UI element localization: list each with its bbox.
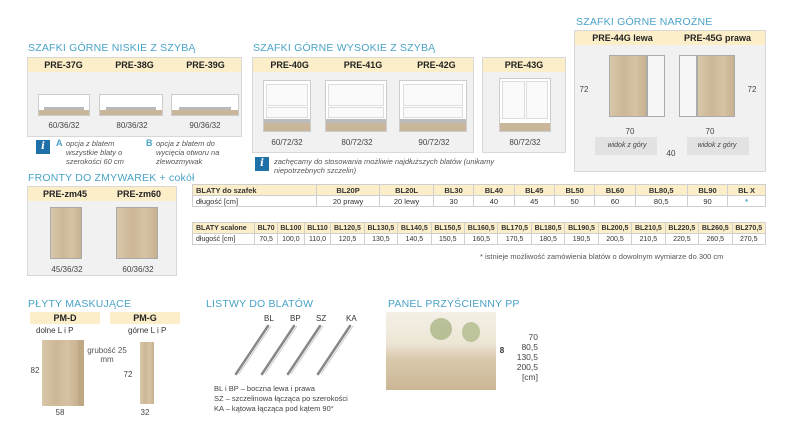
table-cell: 210,5 (632, 234, 665, 245)
table-header-cell: BL200,5 (598, 223, 631, 234)
width-label: 70 (625, 127, 635, 136)
panel-niskie (27, 57, 242, 137)
panel-narozne (574, 30, 766, 172)
table-cell: 200,5 (598, 234, 631, 245)
height-label: 82 (30, 366, 40, 375)
table-cell: 30 (433, 196, 473, 207)
table-header-cell: BL270,5 (732, 223, 766, 234)
table-header-cell: BL170,5 (498, 223, 531, 234)
masking-panel-image (140, 342, 154, 404)
cabinet-image (399, 80, 467, 132)
top-view-label: widok z góry (607, 142, 647, 149)
info-icon: i (36, 140, 50, 154)
masking-panel-edge (78, 340, 84, 406)
table-header-cell: BL100 (277, 223, 304, 234)
table-header-cell: BL110 (304, 223, 330, 234)
table-cell: 45 (514, 196, 554, 207)
subtitle-pm-g: górne L i P (128, 326, 167, 335)
table-header-cell: BL180,5 (531, 223, 564, 234)
section-title-niskie: SZAFKI GÓRNE NISKIE Z SZYBĄ (28, 42, 196, 54)
model-label: PRE-37G (44, 60, 83, 70)
table-header-cell: BL X (728, 185, 766, 196)
width-label: 58 (55, 408, 65, 417)
corner-cabinet-image (609, 55, 647, 117)
dimension-label: 90/36/32 (189, 121, 221, 130)
thickness-label: 8 (499, 346, 505, 355)
listwa-label: SZ (316, 314, 327, 323)
header-pre43 (483, 58, 565, 72)
table-header-cell: BL140,5 (398, 223, 431, 234)
listwy-drawing (230, 322, 370, 380)
model-label: PRE-42G (417, 60, 456, 70)
table-header-cell: BL40 (474, 185, 514, 196)
height-label: 72 (747, 85, 757, 94)
cabinet-image (99, 94, 163, 116)
dimension-label: 60/36/32 (48, 121, 80, 130)
plant-icon (462, 322, 480, 342)
length-value: 70 (528, 332, 538, 342)
table-header-cell: BL160,5 (465, 223, 498, 234)
dimension-label: 80/72/32 (509, 138, 541, 147)
table-row (193, 234, 766, 245)
model-label: PRE-43G (504, 60, 544, 70)
legend-item: BL i BP – boczna lewa i prawa (214, 384, 315, 393)
model-label: PRE-45G prawa (683, 33, 752, 43)
model-label: PM-G (133, 313, 157, 323)
corner-cabinet-side (679, 55, 697, 117)
blaty-szafek-table (192, 184, 766, 207)
info-icon: i (255, 157, 269, 171)
table-cell: 260,5 (699, 234, 732, 245)
wall-panel-image (386, 312, 496, 390)
legend-item: KA – kątowa łącząca pod kątem 90° (214, 404, 334, 413)
table-row-label: długość [cm] (193, 234, 255, 245)
listwa-label: KA (346, 314, 357, 323)
table-header-cell: BL260,5 (699, 223, 732, 234)
table-cell: 50 (554, 196, 594, 207)
model-label: PRE-41G (343, 60, 383, 70)
header-wysokie (253, 58, 473, 72)
section-title-panel: PANEL PRZYŚCIENNY PP (388, 298, 520, 310)
table-header-cell: BL190,5 (565, 223, 598, 234)
header-niskie (28, 58, 241, 72)
table-header-cell: BL220,5 (665, 223, 698, 234)
model-label: PRE-40G (270, 60, 309, 70)
table-cell: 100,0 (277, 234, 304, 245)
dimension-label: 90/72/32 (418, 138, 450, 147)
table-cell: 160,5 (465, 234, 498, 245)
table-cell: 20 lewy (380, 196, 434, 207)
table-cell: 140,5 (398, 234, 431, 245)
table-row-label: BLATY do szafek (193, 185, 317, 196)
table-header-cell: BL120,5 (331, 223, 364, 234)
width-label: 70 (705, 127, 715, 136)
model-label: PRE-44G lewa (592, 33, 653, 43)
legend-item: SZ – szczelinowa łącząca po szerokości (214, 394, 348, 403)
panel-lengths (510, 332, 538, 382)
corner-cabinet-side (647, 55, 665, 117)
table-cell: 120,5 (331, 234, 364, 245)
table-cell: 110,0 (304, 234, 330, 245)
table-row (193, 185, 766, 196)
height-label: 72 (579, 85, 589, 94)
dimension-label: 60/36/32 (122, 265, 154, 274)
cabinet-image (263, 80, 311, 132)
table-header-cell: BL210,5 (632, 223, 665, 234)
table-cell: 70,5 (255, 234, 278, 245)
table-row-label: BLATY scalone (193, 223, 255, 234)
table-cell: * (728, 196, 766, 207)
grubosc-label: grubość 25 mm (87, 346, 127, 364)
model-label: PRE-zm45 (42, 189, 87, 199)
table-cell: 190,5 (565, 234, 598, 245)
width-label: 32 (140, 408, 150, 417)
table-header-cell: BL70 (255, 223, 278, 234)
dimension-label: 45/36/32 (51, 265, 83, 274)
table-header-cell: BL80,5 (635, 185, 687, 196)
model-label: PRE-38G (115, 60, 154, 70)
table-header-cell: BL150,5 (431, 223, 464, 234)
table-cell: 60 (595, 196, 635, 207)
table-cell: 150,5 (431, 234, 464, 245)
depth-label: 40 (666, 149, 676, 158)
table-row-label: długość [cm] (193, 196, 317, 207)
panel-fronty (27, 186, 177, 276)
note-b-text: opcja z blatem do wycięcia otworu na zlewozmywak (156, 139, 220, 166)
table-row (193, 223, 766, 234)
note-b-letter: B (146, 138, 153, 148)
top-view-label: widok z góry (697, 142, 737, 149)
dishwasher-front-image (116, 207, 158, 259)
table-cell: 90 (687, 196, 727, 207)
table-header-cell: BL20L (380, 185, 434, 196)
table-cell: 20 prawy (316, 196, 379, 207)
note-blaty: zachęcamy do stosowania możliwie najdłuższych blatów (unikamy niepotrzebnych szczelin) (274, 157, 495, 175)
cabinet-image (38, 94, 90, 116)
dishwasher-front-image (50, 207, 82, 259)
panel-pre43 (482, 57, 566, 153)
table-header-cell: BL130,5 (364, 223, 397, 234)
table-cell: 80,5 (635, 196, 687, 207)
dimension-label: 80/72/32 (341, 138, 373, 147)
cabinet-image (171, 94, 239, 116)
cabinet-image (499, 78, 551, 132)
blaty-scalone-table (192, 222, 766, 245)
masking-panel-image (42, 340, 78, 406)
section-title-plyty: PŁYTY MASKUJĄCE (28, 298, 132, 310)
table-cell: 220,5 (665, 234, 698, 245)
table-header-cell: BL90 (687, 185, 727, 196)
length-value: 130,5 (516, 352, 538, 362)
corner-cabinet-image (697, 55, 735, 117)
model-label: PRE-39G (186, 60, 225, 70)
header-narozne (575, 31, 765, 45)
table-header-cell: BL20P (316, 185, 379, 196)
height-label: 72 (123, 370, 133, 379)
table-row (193, 196, 766, 207)
panel-wysokie (252, 57, 474, 153)
listwa-label: BP (290, 314, 301, 323)
dimension-label: 80/36/32 (116, 121, 148, 130)
model-label: PM-D (53, 313, 77, 323)
table-header-cell: BL60 (595, 185, 635, 196)
table-cell: 270,5 (732, 234, 766, 245)
blaty-footnote: * istnieje możliwość zamówienia blatów o dowolnym wymiarze do 300 cm (480, 252, 724, 261)
section-title-listwy: LISTWY DO BLATÓW (206, 298, 314, 310)
table-cell: 180,5 (531, 234, 564, 245)
length-value: [cm] (521, 372, 538, 382)
header-fronty (28, 187, 176, 201)
cabinet-image (325, 80, 387, 132)
section-title-wysokie: SZAFKI GÓRNE WYSOKIE Z SZYBĄ (253, 42, 436, 54)
note-a-letter: A (56, 138, 63, 148)
dimension-label: 60/72/32 (271, 138, 303, 147)
table-header-cell: BL50 (554, 185, 594, 196)
table-cell: 170,5 (498, 234, 531, 245)
section-title-narozne: SZAFKI GÓRNE NAROŻNE (576, 16, 713, 28)
length-value: 200,5 (516, 362, 538, 372)
model-label: PRE-zm60 (116, 189, 161, 199)
section-title-fronty: FRONTY DO ZMYWAREK + cokół (28, 172, 195, 184)
length-value: 80,5 (521, 342, 538, 352)
plant-icon (430, 318, 452, 340)
subtitle-pm-d: dolne L i P (36, 326, 74, 335)
table-cell: 130,5 (364, 234, 397, 245)
listwy-legend (214, 384, 348, 414)
listwa-label: BL (264, 314, 274, 323)
table-header-cell: BL45 (514, 185, 554, 196)
table-cell: 40 (474, 196, 514, 207)
header-pm-g (110, 312, 180, 324)
table-header-cell: BL30 (433, 185, 473, 196)
note-a-text: opcja z blatem wszystkie blaty o szerokości 60 cm (66, 139, 124, 166)
header-pm-d (30, 312, 100, 324)
